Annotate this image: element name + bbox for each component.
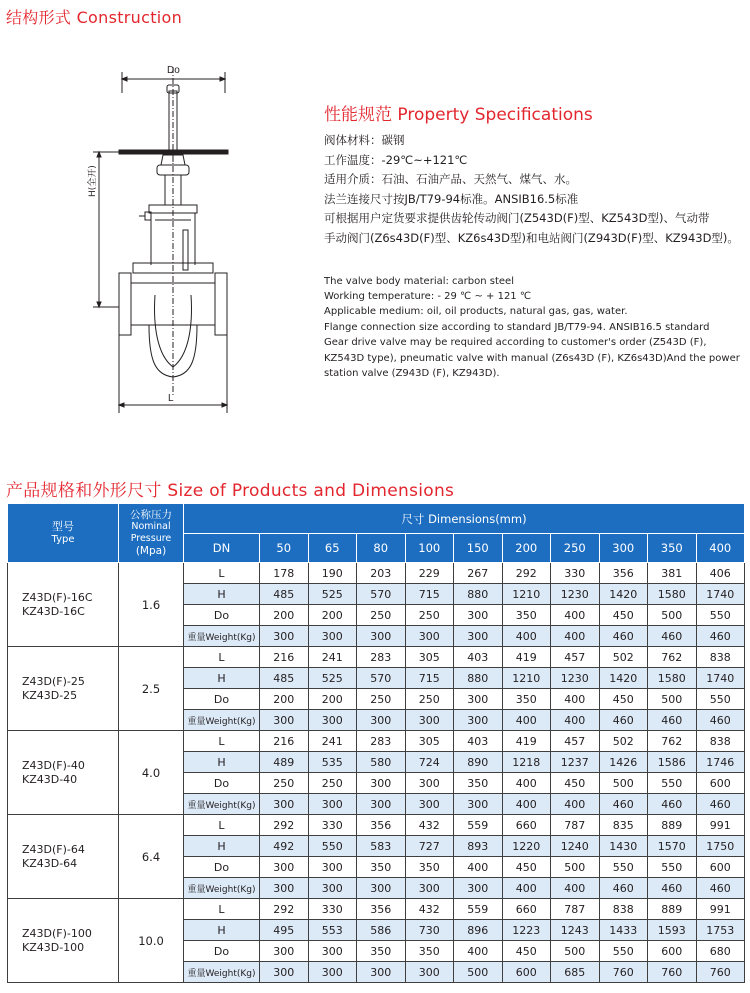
h-dimension-label: H(全开) [88,165,98,197]
value-cell: 305 [405,647,454,668]
value-cell: 300 [357,794,406,815]
value-cell: 991 [696,899,745,920]
value-cell: 356 [599,563,648,584]
header-pressure-unit: (Mpa) [135,545,167,557]
en-line: Gear drive valve may be required according to customer's order (Z543D (F), [324,337,707,349]
param-label: 重量Weight(Kg) [184,878,260,899]
value-cell: 500 [551,941,600,962]
value-cell: 250 [308,773,357,794]
value-cell: 250 [357,689,406,710]
value-cell: 200 [260,689,309,710]
value-cell: 300 [308,626,357,647]
value-cell: 350 [357,857,406,878]
zh-line: 适用介质：石油、石油产品、天然气、煤气、水。 [324,172,577,187]
value-cell: 305 [405,731,454,752]
value-cell: 991 [696,815,745,836]
value-cell: 893 [454,836,503,857]
value-cell: 600 [696,857,745,878]
value-cell: 586 [357,920,406,941]
value-cell: 241 [308,647,357,668]
value-cell: 250 [357,605,406,626]
value-cell: 787 [551,899,600,920]
value-cell: 300 [405,773,454,794]
value-cell: 1746 [696,752,745,773]
value-cell: 432 [405,899,454,920]
value-cell: 300 [454,605,503,626]
value-cell: 457 [551,647,600,668]
property-en-block [324,274,744,382]
value-cell: 300 [357,626,406,647]
value-cell: 1223 [502,920,551,941]
value-cell: 300 [405,710,454,731]
pressure-cell: 1.6 [119,563,184,647]
value-cell: 460 [599,878,648,899]
value-cell: 762 [648,647,697,668]
value-cell: 400 [551,689,600,710]
param-label: L [184,899,260,920]
zh-line: 法兰连接尺寸按JB/T79-94标准。ANSIB16.5标准 [324,191,579,206]
value-cell: 200 [308,605,357,626]
header-dn-value: 300 [599,534,648,563]
value-cell: 419 [502,731,551,752]
value-cell: 500 [454,962,503,983]
header-dimensions: 尺寸 Dimensions(mm) [184,504,745,534]
value-cell: 200 [308,689,357,710]
zh-line: 阀体材料：碳钢 [324,133,405,147]
model-name: Z43D(F)-16C [22,590,93,604]
value-cell: 300 [454,710,503,731]
value-cell: 450 [551,773,600,794]
value-cell: 300 [454,878,503,899]
param-label: Do [184,689,260,710]
value-cell: 250 [260,773,309,794]
model-name: Z43D(F)-25 [22,674,85,688]
value-cell: 485 [260,584,309,605]
value-cell: 1750 [696,836,745,857]
value-cell: 460 [648,794,697,815]
value-cell: 400 [551,710,600,731]
value-cell: 460 [648,626,697,647]
value-cell: 1420 [599,584,648,605]
value-cell: 300 [405,878,454,899]
value-cell: 400 [502,710,551,731]
value-cell: 460 [599,710,648,731]
model-name: Z43D(F)-40 [22,758,85,772]
pressure-cell: 4.0 [119,731,184,815]
value-cell: 450 [502,941,551,962]
table-row [8,647,745,668]
value-cell: 896 [454,920,503,941]
value-cell: 400 [502,773,551,794]
value-cell: 300 [308,878,357,899]
en-line: station valve (Z943D (F), KZ943D). [324,368,500,379]
value-cell: 583 [357,836,406,857]
value-cell: 730 [405,920,454,941]
model-name: KZ43D-64 [22,856,78,870]
value-cell: 500 [648,605,697,626]
param-label: Do [184,857,260,878]
header-dn-value: 150 [454,534,503,563]
pressure-cell: 6.4 [119,815,184,899]
valve-construction-drawing [85,55,245,420]
do-dimension-label: Do [167,65,180,76]
value-cell: 553 [308,920,357,941]
value-cell: 300 [357,962,406,983]
param-label: Do [184,605,260,626]
param-label: H [184,836,260,857]
value-cell: 889 [648,815,697,836]
value-cell: 300 [260,878,309,899]
value-cell: 600 [648,941,697,962]
property-zh-block [324,131,744,249]
value-cell: 550 [599,857,648,878]
value-cell: 300 [308,962,357,983]
param-label: H [184,752,260,773]
param-label: L [184,647,260,668]
value-cell: 400 [551,605,600,626]
table-row [8,563,745,584]
model-cell [8,815,119,899]
model-cell [8,647,119,731]
value-cell: 350 [502,689,551,710]
header-dn-value: 80 [357,534,406,563]
header-dn-value: 250 [551,534,600,563]
param-label: 重量Weight(Kg) [184,962,260,983]
l-dimension-label: L [168,393,174,404]
construction-title: 结构形式 Construction [6,8,183,27]
value-cell: 300 [454,794,503,815]
value-cell: 760 [599,962,648,983]
value-cell: 300 [260,962,309,983]
value-cell: 550 [648,773,697,794]
value-cell: 835 [599,815,648,836]
value-cell: 300 [357,710,406,731]
value-cell: 400 [454,941,503,962]
value-cell: 300 [308,794,357,815]
value-cell: 1580 [648,668,697,689]
value-cell: 685 [551,962,600,983]
model-name: KZ43D-100 [22,940,85,954]
value-cell: 292 [502,563,551,584]
value-cell: 1433 [599,920,648,941]
value-cell: 1740 [696,584,745,605]
value-cell: 460 [648,710,697,731]
value-cell: 330 [308,815,357,836]
value-cell: 400 [502,626,551,647]
value-cell: 502 [599,731,648,752]
header-dn-value: 65 [308,534,357,563]
value-cell: 178 [260,563,309,584]
value-cell: 502 [599,647,648,668]
value-cell: 350 [357,941,406,962]
value-cell: 724 [405,752,454,773]
model-cell [8,563,119,647]
model-cell [8,899,119,983]
value-cell: 550 [696,689,745,710]
header-type-en: Type [51,534,75,545]
value-cell: 267 [454,563,503,584]
value-cell: 500 [648,689,697,710]
param-label: H [184,920,260,941]
value-cell: 550 [648,857,697,878]
value-cell: 300 [405,626,454,647]
param-label: 重量Weight(Kg) [184,626,260,647]
value-cell: 350 [502,605,551,626]
value-cell: 300 [308,941,357,962]
table-row [8,815,745,836]
value-cell: 216 [260,731,309,752]
value-cell: 450 [502,857,551,878]
header-pressure [119,504,184,563]
value-cell: 660 [502,815,551,836]
value-cell: 495 [260,920,309,941]
value-cell: 580 [357,752,406,773]
value-cell: 460 [599,794,648,815]
value-cell: 1740 [696,668,745,689]
value-cell: 1210 [502,668,551,689]
value-cell: 330 [308,899,357,920]
value-cell: 450 [599,605,648,626]
param-label: L [184,731,260,752]
header-dn-value: 50 [260,534,309,563]
value-cell: 400 [551,794,600,815]
model-name: KZ43D-16C [22,604,85,618]
value-cell: 559 [454,815,503,836]
value-cell: 200 [260,605,309,626]
value-cell: 400 [502,794,551,815]
value-cell: 838 [696,647,745,668]
value-cell: 356 [357,899,406,920]
value-cell: 838 [696,731,745,752]
value-cell: 403 [454,647,503,668]
model-name: KZ43D-40 [22,772,78,786]
value-cell: 241 [308,731,357,752]
value-cell: 727 [405,836,454,857]
value-cell: 525 [308,584,357,605]
value-cell: 216 [260,647,309,668]
header-pressure-en1: Nominal [131,521,171,532]
pressure-cell: 10.0 [119,899,184,983]
value-cell: 419 [502,647,551,668]
value-cell: 550 [599,941,648,962]
param-label: H [184,584,260,605]
value-cell: 300 [405,962,454,983]
value-cell: 460 [599,626,648,647]
value-cell: 525 [308,668,357,689]
header-dn-label: DN [184,534,260,563]
value-cell: 1420 [599,668,648,689]
value-cell: 300 [260,941,309,962]
value-cell: 350 [454,773,503,794]
header-dn-value: 200 [502,534,551,563]
model-name: Z43D(F)-100 [22,926,92,940]
value-cell: 432 [405,815,454,836]
header-type-zh: 型号 [52,520,74,533]
value-cell: 570 [357,668,406,689]
value-cell: 1237 [551,752,600,773]
value-cell: 460 [696,878,745,899]
header-pressure-en2: Pressure [130,533,172,544]
zh-line: 工作温度：-29℃~+121℃ [324,152,468,167]
value-cell: 403 [454,731,503,752]
param-label: L [184,563,260,584]
table-row [8,899,745,920]
value-cell: 300 [260,794,309,815]
size-title: 产品规格和外形尺寸 Size of Products and Dimensions [6,481,455,501]
value-cell: 460 [696,710,745,731]
value-cell: 400 [551,878,600,899]
value-cell: 300 [308,710,357,731]
value-cell: 559 [454,899,503,920]
value-cell: 1230 [551,584,600,605]
value-cell: 300 [260,626,309,647]
value-cell: 1753 [696,920,745,941]
table-row [8,731,745,752]
value-cell: 300 [260,710,309,731]
param-label: Do [184,941,260,962]
value-cell: 880 [454,584,503,605]
value-cell: 838 [599,899,648,920]
zh-line: 手动阀门(Z6s43D(F)型、KZ6s43D型)和电站阀门(Z943D(F)型、KZ943D型)。 [324,230,739,245]
value-cell: 457 [551,731,600,752]
en-line: Flange connection size according to standard JB/T79-94. ANSIB16.5 standard [324,321,710,333]
value-cell: 550 [696,605,745,626]
value-cell: 1210 [502,584,551,605]
param-label: 重量Weight(Kg) [184,794,260,815]
value-cell: 680 [696,941,745,962]
zh-line: 可根据用户定货要求提供齿轮传动阀门(Z543D(F)型、KZ543D型)、气动带 [324,211,710,226]
value-cell: 787 [551,815,600,836]
header-type [8,504,119,563]
value-cell: 485 [260,668,309,689]
value-cell: 1586 [648,752,697,773]
value-cell: 350 [405,857,454,878]
param-label: 重量Weight(Kg) [184,710,260,731]
value-cell: 460 [648,878,697,899]
value-cell: 400 [454,857,503,878]
value-cell: 890 [454,752,503,773]
value-cell: 600 [502,962,551,983]
table-body [8,563,745,983]
value-cell: 492 [260,836,309,857]
value-cell: 880 [454,668,503,689]
value-cell: 760 [696,962,745,983]
model-name: Z43D(F)-64 [22,842,85,856]
value-cell: 190 [308,563,357,584]
value-cell: 1240 [551,836,600,857]
value-cell: 1230 [551,668,600,689]
value-cell: 715 [405,668,454,689]
value-cell: 356 [357,815,406,836]
value-cell: 570 [357,584,406,605]
value-cell: 715 [405,584,454,605]
value-cell: 450 [599,689,648,710]
value-cell: 300 [357,878,406,899]
value-cell: 1426 [599,752,648,773]
value-cell: 300 [308,857,357,878]
value-cell: 489 [260,752,309,773]
value-cell: 300 [405,794,454,815]
value-cell: 1243 [551,920,600,941]
value-cell: 406 [696,563,745,584]
value-cell: 330 [551,563,600,584]
value-cell: 300 [260,857,309,878]
value-cell: 1218 [502,752,551,773]
value-cell: 760 [648,962,697,983]
value-cell: 350 [405,941,454,962]
value-cell: 1593 [648,920,697,941]
value-cell: 460 [696,626,745,647]
value-cell: 1430 [599,836,648,857]
value-cell: 229 [405,563,454,584]
header-pressure-zh: 公称压力 [130,509,172,521]
value-cell: 1570 [648,836,697,857]
value-cell: 300 [454,626,503,647]
value-cell: 500 [599,773,648,794]
value-cell: 292 [260,815,309,836]
value-cell: 600 [696,773,745,794]
header-dn-value: 350 [648,534,697,563]
size-dimensions-table [7,503,745,983]
value-cell: 1580 [648,584,697,605]
param-label: H [184,668,260,689]
value-cell: 300 [357,773,406,794]
model-cell [8,731,119,815]
value-cell: 889 [648,899,697,920]
param-label: L [184,815,260,836]
en-line: Applicable medium: oil, oil products, natural gas, gas, water. [324,306,628,318]
value-cell: 250 [405,605,454,626]
property-specifications [324,100,744,381]
value-cell: 250 [405,689,454,710]
en-line: The valve body material: carbon steel [324,275,514,287]
value-cell: 283 [357,731,406,752]
value-cell: 500 [551,857,600,878]
value-cell: 292 [260,899,309,920]
value-cell: 762 [648,731,697,752]
value-cell: 400 [551,626,600,647]
value-cell: 460 [696,794,745,815]
header-dn-value: 100 [405,534,454,563]
en-line: Working temperature: - 29 ℃ ~ + 121 ℃ [324,290,532,302]
value-cell: 535 [308,752,357,773]
value-cell: 283 [357,647,406,668]
value-cell: 400 [502,878,551,899]
value-cell: 381 [648,563,697,584]
property-title: 性能规范 Property Specifications [324,105,593,125]
value-cell: 300 [454,689,503,710]
pressure-cell: 2.5 [119,647,184,731]
value-cell: 1220 [502,836,551,857]
model-name: KZ43D-25 [22,688,78,702]
value-cell: 660 [502,899,551,920]
header-dn-value: 400 [696,534,745,563]
value-cell: 203 [357,563,406,584]
en-line: KZ543D type), pneumatic valve with manual (Z6s43D (F), KZ6s43D)And the power [324,352,740,364]
value-cell: 550 [308,836,357,857]
param-label: Do [184,773,260,794]
